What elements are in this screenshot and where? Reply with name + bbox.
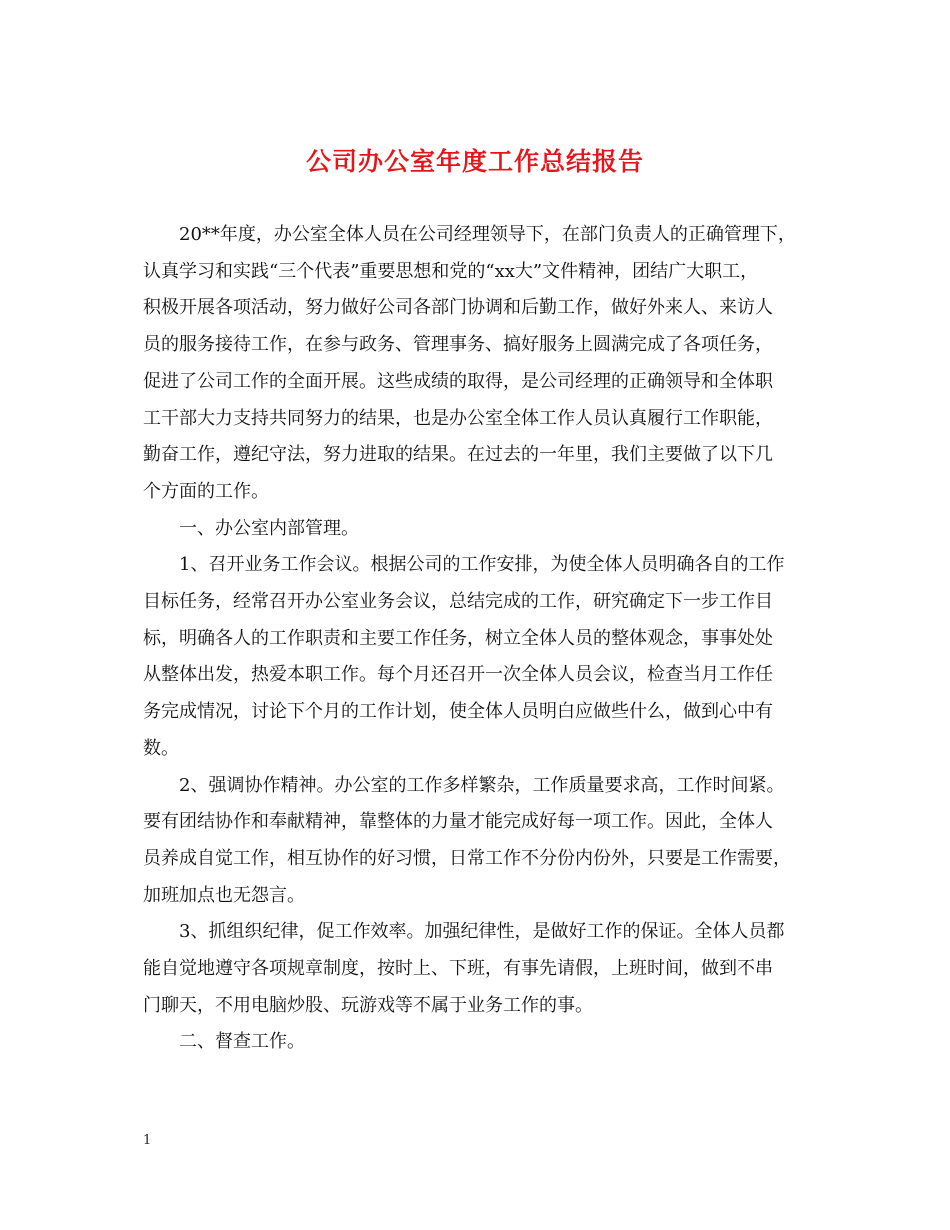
paragraph-item-1 <box>143 547 803 767</box>
text-line: 3、抓组织纪律，促工作效率。加强纪律性，是做好工作的保证。全体人员都 <box>179 921 785 943</box>
text-line: 积极开展各项活动，努力做好公司各部门协调和后勤工作，做好外来人、来访人 <box>143 297 773 319</box>
section-heading-internal-management <box>143 511 803 548</box>
text-line: 个方面的工作。 <box>143 480 269 502</box>
text-line: 勤奋工作，遵纪守法，努力进取的结果。在过去的一年里，我们主要做了以下几 <box>143 444 773 466</box>
text-line: 20**年度，办公室全体人员在公司经理领导下，在部门负责人的正确管理下， <box>179 224 796 245</box>
paragraph-item-2 <box>143 768 803 915</box>
text-line: 加班加点也无怨言。 <box>143 884 305 906</box>
text-line: 目标任务，经常召开办公室业务会议，总结完成的工作，研究确定下一步工作目 <box>143 591 773 613</box>
text-line: 2、强调协作精神。办公室的工作多样繁杂，工作质量要求高，工作时间紧。 <box>179 774 785 796</box>
page-number: 1 <box>143 1133 152 1148</box>
text-line: 认真学习和实践“三个代表”重要思想和党的“xx大”文件精神，团结广大职工， <box>143 260 759 282</box>
text-line: 从整体出发，热爱本职工作。每个月还召开一次全体人员会议，检查当月工作任 <box>143 664 773 686</box>
text-line: 门聊天，不用电脑炒股、玩游戏等不属于业务工作的事。 <box>143 994 593 1016</box>
text-line: 工干部大力支持共同努力的结果，也是办公室全体工作人员认真履行工作职能， <box>143 407 773 429</box>
text-line: 员的服务接待工作，在参与政务、管理事务、搞好服务上圆满完成了各项任务， <box>143 334 773 356</box>
section-heading-supervision <box>143 1024 803 1061</box>
paragraph-item-3 <box>143 914 803 1024</box>
text-line: 数。 <box>143 737 179 759</box>
text-line: 一、办公室内部管理。 <box>179 517 359 539</box>
text-line: 员养成自觉工作，相互协作的好习惯，日常工作不分份内份外，只要是工作需要， <box>143 847 791 869</box>
text-line: 1、召开业务工作会议。根据公司的工作安排，为使全体人员明确各自的工作 <box>179 554 785 576</box>
paragraph-intro <box>143 217 803 511</box>
text-line: 要有团结协作和奉献精神，靠整体的力量才能完成好每一项工作。因此，全体人 <box>143 811 773 833</box>
text-line: 促进了公司工作的全面开展。这些成绩的取得，是公司经理的正确领导和全体职 <box>143 370 773 392</box>
document-title: 公司办公室年度工作总结报告 <box>305 147 644 176</box>
text-line: 能自觉地遵守各项规章制度，按时上、下班，有事先请假，上班时间，做到不串 <box>143 958 773 980</box>
text-line: 二、督查工作。 <box>179 1031 305 1053</box>
document-body <box>143 217 803 1061</box>
text-line: 务完成情况，讨论下个月的工作计划，使全体人员明白应做些什么，做到心中有 <box>143 701 773 723</box>
text-line: 标，明确各人的工作职责和主要工作任务，树立全体人员的整体观念，事事处处 <box>143 627 773 649</box>
